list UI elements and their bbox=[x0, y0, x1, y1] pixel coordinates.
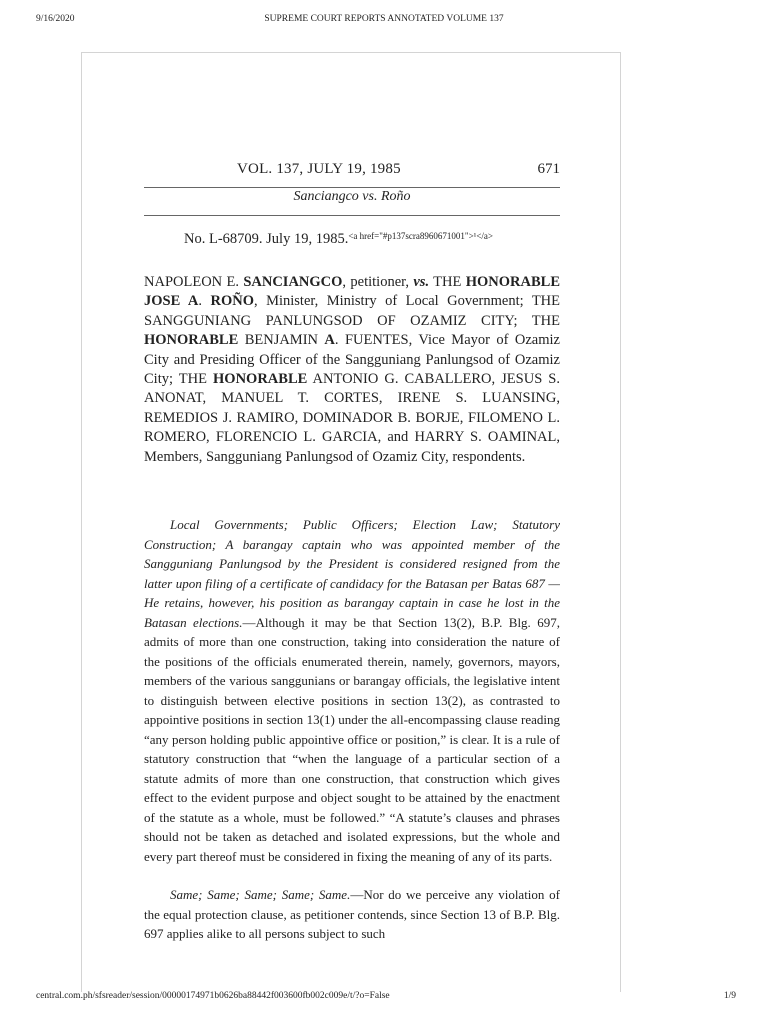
volume-header bbox=[144, 161, 560, 183]
case-number bbox=[184, 231, 493, 248]
respondent-name: HONORABLE JOSE A bbox=[144, 274, 560, 310]
parties-text: THE bbox=[429, 274, 466, 290]
middle-initial: A bbox=[324, 332, 335, 349]
honorable-label: HONORABLE bbox=[144, 332, 239, 349]
syllabus bbox=[144, 515, 560, 944]
syllabus-text: —Although it may be that Section 13(2), B.P. Blg. 697, admits of more than one construction, taking into consideration the nature of the positions of the officials enumerated therein, namely, governors, mayors, members of the various sanggunians or barangay officials, the legislative intent to distinguish between elective positions in section 13(2), as contrasted to appointive positions in section 13(1) under the all-encompassing clause reading “any person holding public appointive office or position,” is clear. It is a rule of statutory construction that “when the language of a particular section of a statute admits of more than one construction, that construction which gives effect to the evident purpose and object sought to be attained by the enactment of the statute as a whole, must be followed.” “A statute’s clauses and phrases should not be taken as detached and isolated expressions, but the whole and every part thereof must be considered in fixing the meaning of any of its parts. bbox=[144, 614, 560, 864]
print-title: SUPREME COURT REPORTS ANNOTATED VOLUME 137 bbox=[264, 14, 504, 24]
print-footer bbox=[0, 991, 768, 1007]
running-title: Sanciangco vs. Roño bbox=[293, 189, 411, 204]
respondent-name: ROÑO bbox=[210, 293, 254, 310]
parties-text: ANTONIO G. CABALLERO, JESUS S. ANONAT, MANUEL T. CORTES, IRENE S. LUANSING, REMEDIOS J. RAMIRO, DOMINADOR B. BORJE, FILOMENO L. ROMERO, FLORENCIO L. GARCIA, and HARRY S. OAMINAL, Members, Sangguniang Panlungsod of Ozamiz City, respondents. bbox=[144, 371, 561, 465]
syllabus-text: —Nor do we perceive any violation of the equal protection clause, as petitioner contends, since Section 13 of B.P. Blg. 697 applies alike to all persons subject to such bbox=[144, 887, 560, 941]
footnote-marker[interactable]: <a href="#p137scra8960671001">¹</a> bbox=[348, 231, 493, 241]
case-number-text: No. L-68709. July 19, 1985. bbox=[184, 231, 349, 247]
header-rule-bottom bbox=[144, 215, 560, 216]
parties-block bbox=[144, 273, 560, 467]
page-number: 671 bbox=[537, 161, 560, 177]
syllabus-heading: Same; Same; Same; Same; Same. bbox=[170, 887, 351, 902]
syllabus-heading: Local Governments; Public Officers; Election Law; Statutory Construction; A barangay captain who was appointed member of the Sangguniang Panlungsod by the President is considered resigned from the latter upon filing of a certificate of candidacy for the Batasan per Batas 687 —He retains, however, his position as barangay captain in case he lost in the Batasan elections. bbox=[144, 517, 560, 630]
page-count: 1/9 bbox=[723, 991, 736, 1001]
print-header bbox=[0, 14, 768, 30]
syllabus-paragraph bbox=[144, 885, 560, 944]
petitioner-name: SANCIANGCO bbox=[243, 274, 343, 290]
document-page bbox=[81, 52, 621, 992]
parties-text: . FUENTES, Vice Mayor of Ozamiz City and Presiding Officer of the Sangguniang Panlungsod of Ozamiz City; THE bbox=[144, 332, 560, 388]
parties-text: BENJAMIN bbox=[238, 332, 325, 349]
parties-text: NAPOLEON E. bbox=[144, 274, 244, 290]
versus-label: vs. bbox=[413, 274, 430, 290]
parties-text: . bbox=[198, 293, 211, 310]
syllabus-paragraph bbox=[144, 515, 560, 866]
parties-text: , Minister, Ministry of Local Government; THE SANGGUNIANG PANLUNGSOD OF OZAMIZ CITY; THE bbox=[144, 293, 561, 329]
header-rule-top bbox=[144, 187, 560, 188]
print-date: 9/16/2020 bbox=[36, 14, 75, 24]
print-url: central.com.ph/sfsreader/session/00000174971b0626ba88442f003600fb002c009e/t/?o=False bbox=[36, 991, 390, 1001]
honorable-label: HONORABLE bbox=[213, 371, 308, 388]
volume-line: VOL. 137, JULY 19, 1985 bbox=[237, 161, 401, 177]
parties-text: , petitioner, bbox=[342, 274, 414, 290]
